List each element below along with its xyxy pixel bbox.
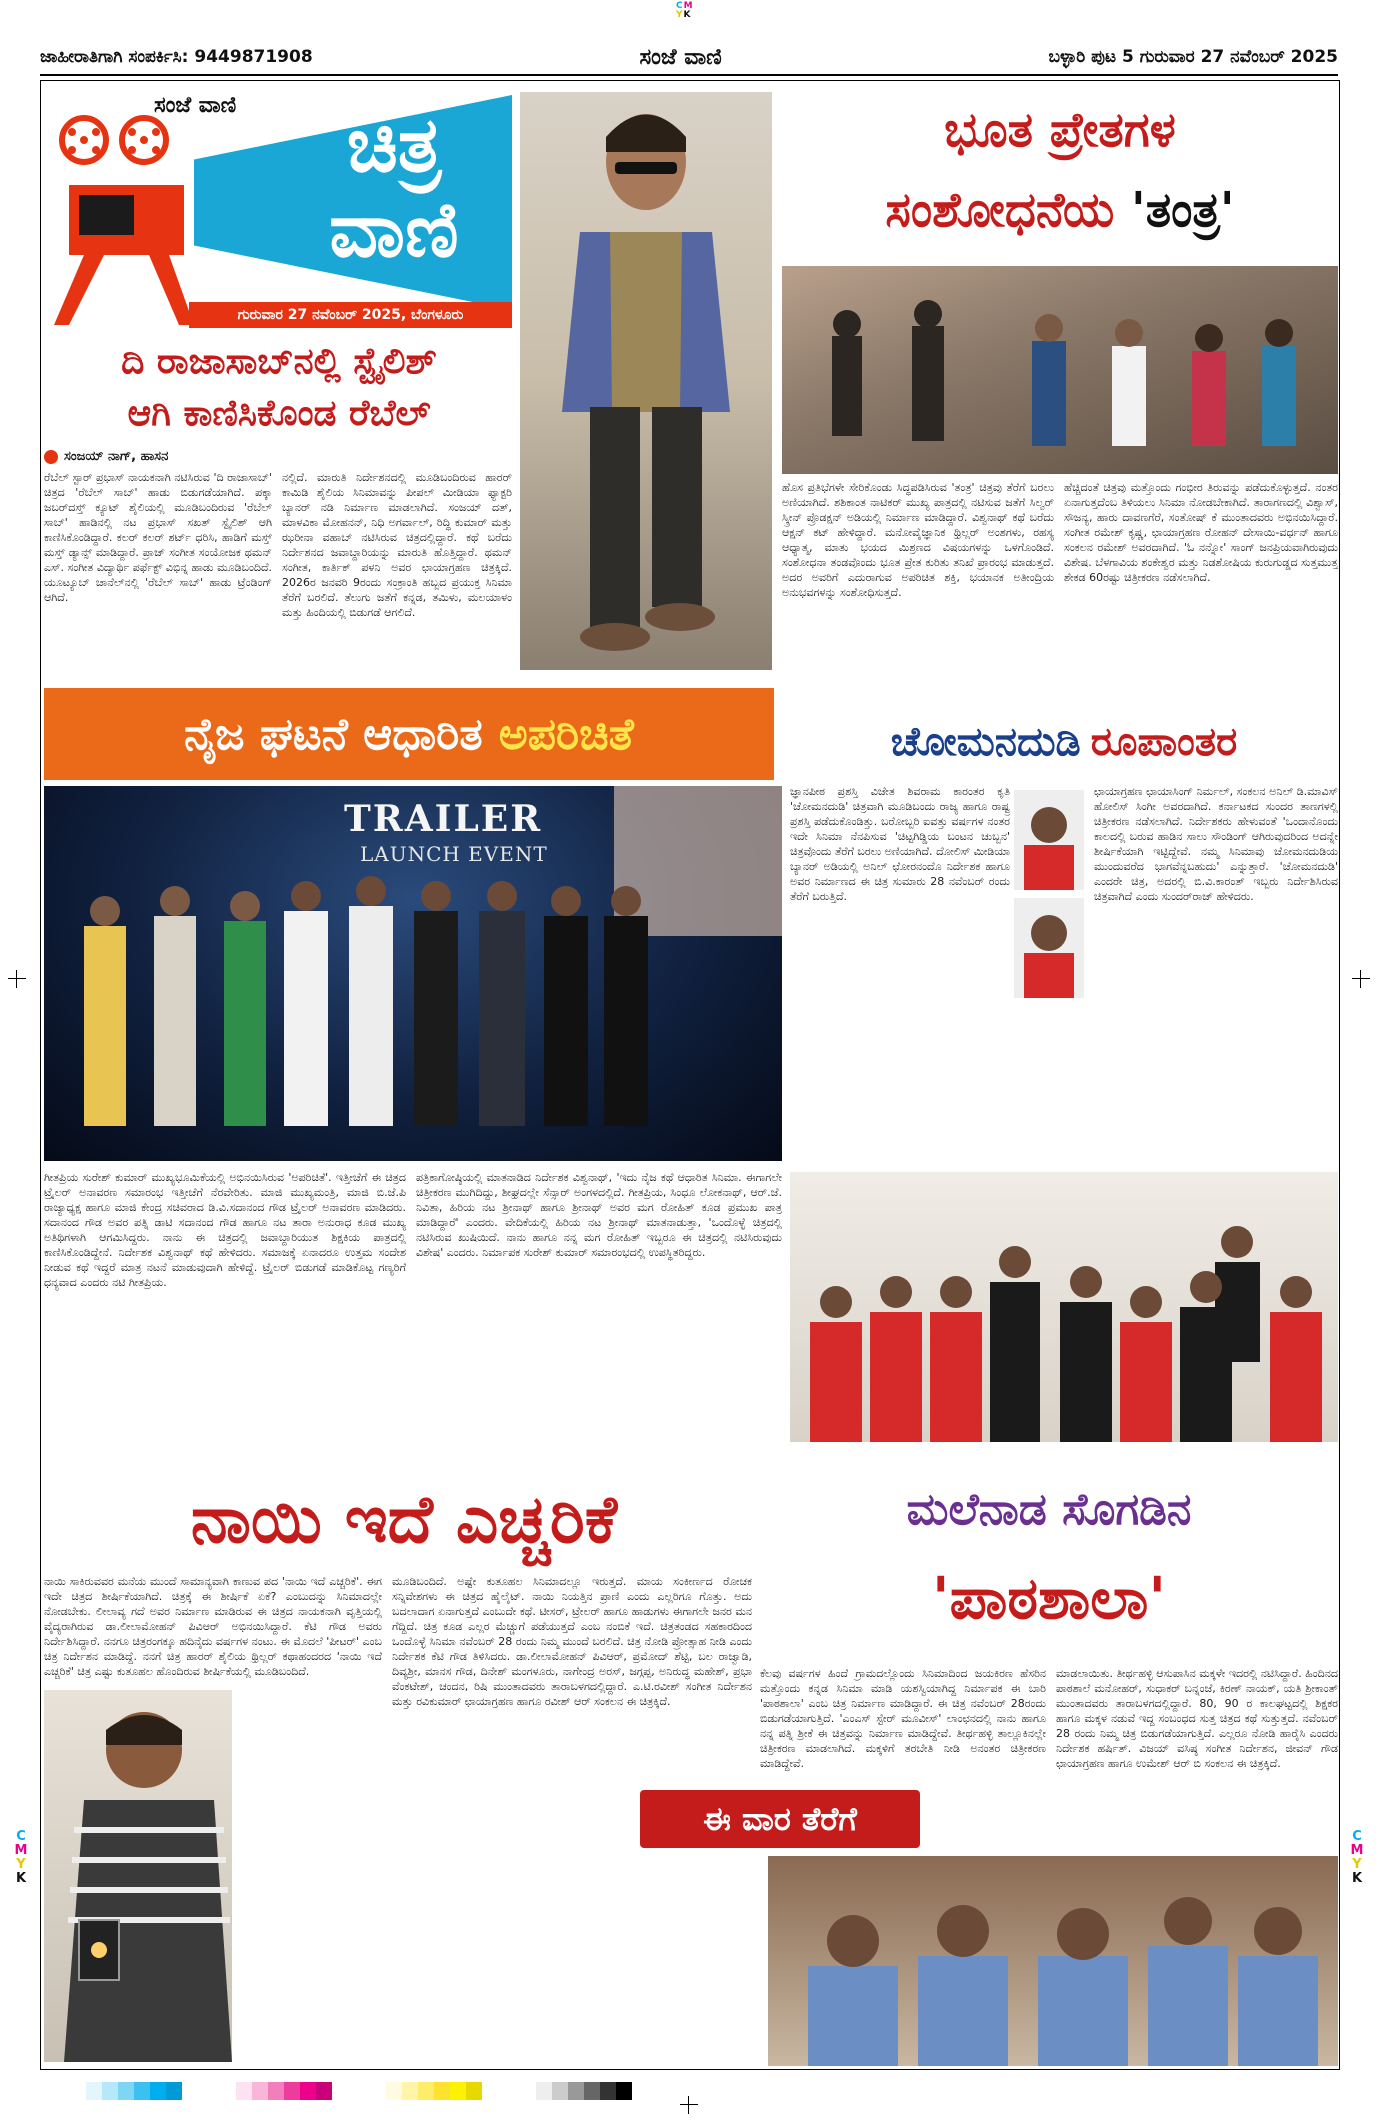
this-week-badge: ಈ ವಾರ ತೆರೆಗೆ (640, 1790, 920, 1848)
cmyk-right-c: C (1352, 1829, 1362, 1844)
color-bar-yellow (386, 2082, 482, 2100)
crop-mark-right (1352, 970, 1370, 988)
cmyk-marker-top: C M Y K (676, 1, 693, 20)
logo-brand: ಸಂಜೆ ವಾಣಿ (154, 92, 237, 118)
crop-mark-left (8, 970, 26, 988)
color-bar-cyan (86, 2082, 182, 2100)
chomana-headline-part2: ರೂಪಾಂತರ (1090, 719, 1238, 765)
cmyk-left-c: C (16, 1829, 26, 1844)
ad-contact: ಜಾಹೀರಾತಿಗಾಗಿ ಸಂಪರ್ಕಿಸಿ: 9449871908 (40, 47, 313, 67)
logo-title-line2: ವಾಣಿ (329, 185, 459, 274)
rajasaab-byline-text: ಸಂಜಯ್ ನಾಗ್, ಹಾಸನ (64, 449, 169, 464)
rajasaab-headline-line1: ದಿ ರಾಜಾಸಾಬ್‌ನಲ್ಲಿ ಸ್ಟೈಲಿಶ್ (121, 341, 437, 382)
page-header (40, 40, 1338, 76)
logo-title-line1: ಚಿತ್ರ (346, 100, 442, 189)
trailer-banner-line1: TRAILER (344, 798, 543, 840)
cmyk-right-y: Y (1352, 1857, 1362, 1872)
rajasaab-headline-line2: ಆಗಿ ಕಾಣಿಸಿಕೊಂಡ ರೆಬೆಲ್ (127, 393, 431, 434)
nayi-headline: ನಾಯಿ ಇದೆ ಎಚ್ಚರಿಕೆ (190, 1481, 618, 1558)
dateline: ಬಳ್ಳಾರಿ ಪುಟ 5 ಗುರುವಾರ 27 ನವೆಂಬರ್ 2025 (1048, 47, 1338, 67)
logo-dateline: ಗುರುವಾರ 27 ನವೆಂಬರ್ 2025, ಬೆಂಗಳೂರು (189, 302, 512, 328)
chomana-col1: ಜ್ಞಾನಪೀಠ ಪ್ರಶಸ್ತಿ ವಿಜೇತ ಶಿವರಾಮ ಕಾರಂತರ ಕೃತಿ 'ಚೋಮನದುಡಿ' ಚಿತ್ರವಾಗಿ ಮೂಡಿಬಂದು ರಾಜ್ಯ ಹಾಗೂ ರಾಷ್ಟ್ರ ಪ್ರಶಸ್ತಿ ಪಡೆದುಕೊಂಡಿತ್ತು. ಬರೋಬ್ಬರಿ ಐವತ್ತು ವರ್ಷಗಳ ನಂತರ ಇದೇ ಸಿನಿಮಾ ನೆನಪಿಸುವ 'ಚಿಟ್ಟಗಿಡ್ಡಿಯ ಬಂಟನ ಚುಬ್ಬನ' ಚಿತ್ರವೊಂದು ತೆರೆಗೆ ಬರಲು ಅಣಿಯಾಗಿದೆ. ದೋಲಿಸ್ ಮೀಡಿಯಾ ಬ್ಯಾನರ್ ಅಡಿಯಲ್ಲಿ ಅನಿಲ್ ಛೋರನಂದೊ ನಿರ್ದೇಶಕ ಹಾಗೂ ಅವರ ನಿರ್ಮಾಣದ ಈ ಚಿತ್ರ ಸುಮಾರು 28 ನವೆಂಬರ್ ರಂದು ತೆರೆಗೆ ಬರುತ್ತಿದೆ. (790, 785, 1010, 903)
paathashala-headline-line1: ಮಲೆನಾಡ ಸೊಗಡಿನ (906, 1484, 1192, 1535)
aparichite-col1: ಗೀತಪ್ರಿಯ ಸುರೇಶ್ ಕುಮಾರ್ ಮುಖ್ಯಭೂಮಿಕೆಯಲ್ಲಿ ಅಭಿನಯಿಸಿರುವ 'ಅಪರಿಚಿತೆ'. ಇತ್ತೀಚೆಗೆ ಈ ಚಿತ್ರದ ಟ್ರೈಲರ್ ಅನಾವರಣ ಸಮಾರಂಭ ಇತ್ತೀಚೆಗೆ ನೆರವೇರಿತು. ಮಾಜಿ ಮುಖ್ಯಮಂತ್ರಿ, ಮಾಜಿ ಬಿ.ಜೆ.ಪಿ ರಾಜ್ಯಾಧ್ಯಕ್ಷ ಹಾಗೂ ಮಾಜಿ ಕೇಂದ್ರ ಸಚಿವರಾದ ಡಿ.ವಿ.ಸದಾನಂದ ಗೌಡ ಟ್ರೈಲರ್ ಅನಾವರಣ ಮಾಡಿದರು. ಸದಾನಂದ ಗೌಡ ಅವರ ಪತ್ನಿ ಡಾಟಿ ಸದಾನಂದ ಗೌಡ ಹಾಗೂ ನಟ ತಾರಾ ಅನುರಾಧ ಕೂಡ ಮುಖ್ಯ ಅತಿಥಿಗಳಾಗಿ ಆಗಮಿಸಿದ್ದರು. ನಾನು ಈ ಚಿತ್ರದಲ್ಲಿ ಜವಾಬ್ದಾರಿಯುತ ಶಿಕ್ಷಕಿಯ ಪಾತ್ರದಲ್ಲಿ ಕಾಣಿಸಿಕೊಂಡಿದ್ದೇನೆ. ನಿರ್ದೇಶಕ ವಿಶ್ವನಾಥ್ ಕಥೆ ಹೇಳಿದರು. ಸಮಾಜಕ್ಕೆ ಏನಾದರೂ ಉತ್ತಮ ಸಂದೇಶ ನೀಡುವ ಕಥೆ ಇದ್ದರೆ ಮಾತ್ರ ನಟನೆ ಮಾಡುವುದಾಗಿ ಹೇಳಿದ್ದೆ. ಟ್ರೈಲರ್ ಬಿಡುಗಡೆ ಮಾಡಿಕೊಟ್ಟ ಗಣ್ಯರಿಗೆ ಧನ್ಯವಾದ ಎಂದರು ನಟಿ ಗೀತಪ್ರಿಯ. (44, 1171, 406, 1289)
paathashala-col2: ಮಾಡಲಾಯಿತು. ತೀರ್ಥಹಳ್ಳಿ ಆಸುಪಾಸಿನ ಮಕ್ಕಳೇ ಇದರಲ್ಲಿ ನಟಿಸಿದ್ದಾರೆ. ಹಿಂದಿನದ ಪಾಠಶಾಲೆ ಮನೋಹರ್, ಸುಧಾಕರ್ ಬನ್ನಂಜೆ, ಕಿರಣ್ ನಾಯಕ್, ಯತಿ ಶ್ರೀಕಾಂತ್ ಮುಂತಾದವರು ತಾರಾಬಳಗದಲ್ಲಿದ್ದಾರೆ. 80, 90 ರ ಕಾಲಘಟ್ಟದಲ್ಲಿ ಶಿಕ್ಷಕರ ಹಾಗೂ ಮಕ್ಕಳ ನಡುವೆ ಇದ್ದ ಸಂಬಂಧದ ಸುತ್ತ ಚಿತ್ರದ ಕಥೆ ಸುತ್ತುತ್ತದೆ. ನವೆಂಬರ್ 28 ರಂದು ನಿಮ್ಮ ಚಿತ್ರ ಬಿಡುಗಡೆಯಾಗುತ್ತಿದೆ. ಎಲ್ಲರೂ ನೋಡಿ ಹಾರೈಸಿ ಎಂದರು ನಿರ್ದೇಶಕ ಹರ್ಷಿತ್. ವಿಜಯ್ ವಸಿಷ್ಠ ಸಂಗೀತ ನಿರ್ದೇಶನ, ಜೀವನ್ ಗೌಡ ಛಾಯಾಗ್ರಹಣ ಹಾಗೂ ಉಮೇಶ್ ಆರ್ ಬಿ ಸಂಕಲನ ಈ ಚಿತ್ರಕ್ಕಿದೆ. (1056, 1667, 1338, 1770)
cmyk-marker-left (14, 1830, 28, 1886)
rajasaab-col2: ನಲ್ಲಿದೆ. ಮಾರುತಿ ನಿರ್ದೇಶನದಲ್ಲಿ ಮೂಡಿಬಂದಿರುವ ಹಾರರ್ ಕಾಮಿಡಿ ಶೈಲಿಯ ಸಿನಿಮಾವನ್ನು ಪೀಪಲ್ ಮೀಡಿಯಾ ಫ್ಯಾಕ್ಟರಿ ಬ್ಯಾನರ್ ನಡಿ ನಿರ್ಮಾಣ ಮಾಡಲಾಗಿದೆ. ಸಂಜಯ್ ದತ್, ಮಾಳವಿಕಾ ಮೋಹನನ್, ನಿಧಿ ಅಗರ್ವಾಲ್, ರಿದ್ಧಿ ಕುಮಾರ್ ಮತ್ತು ಝರೀನಾ ವಹಾಬ್ ನಟಿಸಿರುವ ಚಿತ್ರದಲ್ಲಿದ್ದಾರೆ. ಕಥೆ ಬರೆದು ನಿರ್ದೇಶನದ ಜವಾಬ್ದಾರಿಯನ್ನು ಮಾರುತಿ ಹೊತ್ತಿದ್ದಾರೆ. ಥಮನ್ ಸಂಗೀತ, ಕಾರ್ತಿಕ್ ಪಳನಿ ಅವರ ಛಾಯಾಗ್ರಹಣ ಚಿತ್ರಕ್ಕಿದೆ. 2026ರ ಜನವರಿ 9ರಂದು ಸಂಕ್ರಾಂತಿ ಹಬ್ಬದ ಪ್ರಯುಕ್ತ ಸಿನಿಮಾ ತೆರೆಗೆ ಬರಲಿದೆ. ತೆಲುಗು ಜತೆಗೆ ಕನ್ನಡ, ತಮಿಳು, ಮಲಯಾಳಂ ಮತ್ತು ಹಿಂದಿಯಲ್ಲಿ ಬಿಡುಗಡೆ ಆಗಲಿದೆ. (282, 471, 512, 619)
cmyk-right-k: K (1351, 1871, 1363, 1886)
aparichite-headline-part1: ನೈಜ ಘಟನೆ ಆಧಾರಿತ (184, 708, 483, 760)
page-border (40, 80, 1340, 2070)
color-bar-magenta (236, 2082, 332, 2100)
crop-mark-bottom (680, 2096, 698, 2114)
tantra-headline-line1: ಭೂತ ಪ್ರೇತಗಳ (944, 102, 1176, 158)
cmyk-marker-right (1350, 1830, 1364, 1886)
aparichite-col2: ಪತ್ರಿಕಾಗೋಷ್ಠಿಯಲ್ಲಿ ಮಾತನಾಡಿದ ನಿರ್ದೇಶಕ ವಿಶ್ವನಾಥ್, 'ಇದು ನೈಜ ಕಥೆ ಆಧಾರಿತ ಸಿನಿಮಾ. ಈಗಾಗಲೇ ಚಿತ್ರೀಕರಣ ಮುಗಿದಿದ್ದು, ಶೀಘ್ರದಲ್ಲೇ ಸೆನ್ಸಾರ್ ಅಂಗಳದಲ್ಲಿದೆ. ಗೀತಪ್ರಿಯ, ಸಿಂಧೂ ಲೋಕನಾಥ್, ಆರ್.ಜೆ. ನಿವಿತಾ, ಹಿರಿಯ ನಟ ಶ್ರೀನಾಥ್ ಹಾಗೂ ಶ್ರೀನಾಥ್ ಅವರ ಮಗ ರೋಹಿತ್ ಕೂಡ ಪ್ರಮುಖ ಪಾತ್ರ ಮಾಡಿದ್ದಾರೆ' ಎಂದರು. ವೇದಿಕೆಯಲ್ಲಿ ಹಿರಿಯ ನಟ ಶ್ರೀನಾಥ್ ಮಾತನಾಡುತ್ತಾ, 'ಒಂದೊಳ್ಳೆ ಚಿತ್ರದಲ್ಲಿ ನಟಿಸಿರುವ ಖುಷಿಯಿದೆ. ನಾನು ಹಾಗೂ ನನ್ನ ಮಗ ರೋಹಿತ್ ಇಬ್ಬರೂ ಈ ಚಿತ್ರದಲ್ಲಿ ನಟಿಸಿರುವುದು ವಿಶೇಷ' ಎಂದರು. ನಿರ್ಮಾಪಕ ಸುರೇಶ್ ಕುಮಾರ್ ಸಮಾರಂಭದಲ್ಲಿ ಉಪಸ್ಥಿತರಿದ್ದರು. (416, 1171, 782, 1259)
tantra-headline-part1: ಸಂಶೋಧನೆಯ (885, 182, 1115, 238)
cmyk-right-m: M (1350, 1843, 1364, 1858)
trailer-banner-line2: LAUNCH EVENT (360, 842, 548, 866)
tantra-headline-part2: 'ತಂತ್ರ' (1131, 182, 1235, 238)
rajasaab-col1: ರೆಬೆಲ್ ಸ್ಟಾರ್ ಪ್ರಭಾಸ್ ನಾಯಕನಾಗಿ ನಟಿಸಿರುವ 'ದಿ ರಾಜಾಸಾಬ್' ಚಿತ್ರದ 'ರೆಬೆಲ್ ಸಾಬ್' ಹಾಡು ಬಿಡುಗಡೆಯಾಗಿದೆ. ಪಕ್ಕಾ ಜಬರ್‌ದಸ್ತ್ ಕ್ಯೂಟ್ ಶೈಲಿಯಲ್ಲಿ ಮೂಡಿಬಂದಿರುವ 'ರೆಬೆಲ್ ಸಾಬ್' ಹಾಡಿನಲ್ಲಿ ನಟ ಪ್ರಭಾಸ್ ಸಖತ್ ಸ್ಟೈಲಿಶ್ ಆಗಿ ಕಾಣಿಸಿಕೊಂಡಿದ್ದಾರೆ. ಕಲರ್ ಕಲರ್ ಶರ್ಟ್ ಧರಿಸಿ, ಹಾಡಿಗೆ ಮಸ್ತ್ ಮಸ್ತ್ ಡ್ಯಾನ್ಸ್ ಮಾಡಿದ್ದಾರೆ. ಪ್ರಾಜ್ ಸಂಗೀತ ಸಂಯೋಜಕ ಥಮನ್ ಎಸ್. ಸಂಗೀತ ವಿದ್ಯಾರ್ಥಿ ಪರ್ಫೆಕ್ಟ್ ವಿಭಿನ್ನ ಹಾಡು ಮೂಡಿಬಂದಿದೆ. ಯೂಟ್ಯೂಬ್ ಚಾನೆಲ್‌ನಲ್ಲಿ 'ರೆಬೆಲ್ ಸಾಬ್' ಹಾಡು ಟ್ರೆಂಡಿಂಗ್ ಆಗಿದೆ. (44, 471, 272, 604)
paathashala-headline-line2: 'ಪಾಠಶಾಲಾ' (931, 1564, 1167, 1632)
tantra-col2: ಹೆಚ್ಚಿದಂತೆ ಚಿತ್ರವು ಮತ್ತೊಂದು ಗಂಭೀರ ತಿರುವನ್ನು ಪಡೆದುಕೊಳ್ಳುತ್ತದೆ. ನಂತರ ಏನಾಗುತ್ತದೆಂಬ ತಿಳಿಯಲು ಸಿನಿಮಾ ನೋಡಬೇಕಾಗಿದೆ. ತಾರಾಗಣದಲ್ಲಿ ವಿಶ್ವಾಸ್, ಸೌಜನ್ಯ, ಹಾರು ದಾವಣಗೆರೆ, ಸಂತೋಷ್ ಕೆ ಮುಂತಾದವರು ಅಭಿನಯಿಸಿದ್ದಾರೆ. ಸಂಗೀತ ರಮೇಶ್ ಕೃಷ್ಣ, ಛಾಯಾಗ್ರಹಣ ರೋಹನ್ ದೇಸಾಯಿ-ವರ್ಧನ್ ಹಾಗೂ ಸಂಕಲನ ರಮೇಶ್ ಅವರದಾಗಿದೆ. 'ಓ ನನ್ನೋ' ಸಾಂಗ್ ಜನಪ್ರಿಯವಾಗಿರುವುದು ವಿಶೇಷ. ಬೆಳಗಾವಿಯ ಶಂಕೇಶ್ವರ ಮತ್ತು ನಿಡಶೋಷಿಯ ಕುರುಗುಡ್ಡದ ಸುತ್ತಮುತ್ತ ಶೇಕಡ 60ರಷ್ಟು ಚಿತ್ರೀಕರಣ ನಡೆಸಲಾಗಿದೆ. (1064, 481, 1338, 584)
chomana-headline-part1: ಚೋಮನದುಡಿ (890, 719, 1081, 765)
nayi-col2: ಮೂಡಿಬಂದಿದೆ. ಅಷ್ಟೇ ಕುತೂಹಲ ಸಿನಿಮಾದಲ್ಲೂ ಇರುತ್ತದೆ. ಮಾಯ ಸಂಕೀರ್ಣದ ರೋಚಕ ಸನ್ನಿವೇಶಗಳು ಈ ಚಿತ್ರದ ಹೈಲೈಟ್. ನಾಯಿ ನಿಯತ್ತಿನ ಪ್ರಾಣಿ ಎಂದು ಎಲ್ಲರಿಗೂ ಗೊತ್ತು. ಅದು ಬದಲಾದಾಗ ಏನಾಗುತ್ತದೆ ಎಂಬುದೇ ಕಥೆ. ಟೀಸರ್, ಟ್ರೇಲರ್ ಹಾಗೂ ಹಾಡುಗಳು ಈಗಾಗಲೇ ಜನರ ಮನ ಗೆದ್ದಿದೆ. ಚಿತ್ರ ಕೂಡ ಎಲ್ಲರ ಮೆಚ್ಚುಗೆ ಪಡೆಯುತ್ತದೆ ಎಂಬ ನಂಬಿಕೆ ಇದೆ. ಚಿತ್ರತಂಡದ ಸಹಕಾರದಿಂದ ಒಂದೊಳ್ಳೆ ಸಿನಿಮಾ ನವೆಂಬರ್ 28 ರಂದು ನಿಮ್ಮ ಮುಂದೆ ಬರಲಿದೆ. ಚಿತ್ರ ನೋಡಿ ಪ್ರೋತ್ಸಾಹ ನೀಡಿ ಎಂದು ನಿರ್ದೇಶಕ ಕೆಟಿ ಗೌಡ ತಿಳಿಸಿದರು. ಡಾ.ಲೀಲಾಮೋಹನ್ ಪಿವಿಆರ್, ಪ್ರಮೋದ್ ಶೆಟ್ಟಿ, ಬಲ ರಾಜ್ವಾಡಿ, ದಿವ್ಯಶ್ರೀ, ಮಾನಸ ಗೌಡ, ದಿನೇಶ್ ಮಂಗಳೂರು, ನಾಗೇಂದ್ರ ಅರಸ್, ಜಗ್ಗಪ್ಪ, ಅನಿರುದ್ಧ ಮಹೇಶ್, ಪ್ರಭಾ ವೆಂಕಟೇಶ್, ಚಂದನ, ರಿಷಿ ಮುಂತಾದವರು ತಾರಾಬಳಗದಲ್ಲಿದ್ದಾರೆ. ಎ.ಟಿ.ರವೀಶ್ ಸಂಗೀತ ನಿರ್ದೇಶನ ಮತ್ತು ರವಿಕುಮಾರ್ ಛಾಯಾಗ್ರಹಣ ಹಾಗೂ ರವೀಶ್ ಆರ್ ಸಂಕಲನ ಈ ಚಿತ್ರಕ್ಕಿದೆ. (392, 1575, 752, 1708)
cmyk-left-m: M (14, 1843, 28, 1858)
aparichite-headline-part2: ಅಪರಿಚಿತೆ (498, 708, 634, 760)
paathashala-col1: ಕೆಲವು ವರ್ಷಗಳ ಹಿಂದೆ ಗ್ರಾಮದಲ್ಲೊಂದು ಸಿನಿಮಾದಿಂದ ಜಯಕಿರಣ ಹೆಸರಿನ ಮತ್ತೊಂದು ಕನ್ನಡ ಸಿನಿಮಾ ಮಾಡಿ ಯಶಸ್ವಿಯಾಗಿದ್ದ ನಿರ್ಮಾಪಕ ಈ ಬಾರಿ 'ಪಾಠಶಾಲಾ' ಎಂಬ ಚಿತ್ರ ನಿರ್ಮಾಣ ಮಾಡಿದ್ದಾರೆ. ಈ ಚಿತ್ರ ನವೆಂಬರ್ 28ರಂದು ಬಿಡುಗಡೆಯಾಗುತ್ತಿದೆ. 'ಎಂಎಸ್ ಸ್ಟೇರ್ ಮೂವೀಸ್' ಲಾಂಛನದಲ್ಲಿ ನಾನು ಹಾಗೂ ನನ್ನ ಪತ್ನಿ ಶ್ರೀಕೆ ಈ ಚಿತ್ರವನ್ನು ನಿರ್ಮಾಣ ಮಾಡಿದ್ದೇವೆ. ತೀರ್ಥಹಳ್ಳಿ ತಾಲ್ಲೂಕಿನಲ್ಲೇ ಚಿತ್ರೀಕರಣ ಮಾಡಲಾಗಿದೆ. ಮಕ್ಕಳಿಗೆ ತರಬೇತಿ ನೀಡಿ ಅನಂತರ ಚಿತ್ರೀಕರಣ ಮಾಡಿದ್ದೇವೆ. (760, 1667, 1046, 1770)
masthead: ಸಂಜೆ ವಾಣಿ (639, 44, 722, 70)
chomana-col2: ಛಾಯಾಗ್ರಹಣ ಛಾಯಾಸಿಂಗ್ ನಿರ್ಮಲ್, ಸಂಕಲನ ಅನಿಲ್ ಡಿ.ಮಾವಿಸ್ ಹೋಲಿಸ್ ಸಿಂಗೀ ಅವರದಾಗಿದೆ. ಕರ್ನಾಟಕದ ಸುಂದರ ತಾಣಗಳಲ್ಲಿ ಚಿತ್ರೀಕರಣ ನಡೆಸಲಾಗಿದೆ. ನಿರ್ದೇಶಕರು ಹೇಳುವಂತೆ 'ಒಂದಾನೊಂದು ಕಾಲದಲ್ಲಿ ಬರುವ ಹಾಡಿನ ಸಾಲು ಸೌಂಡಿಂಗ್ ಆಗಿರುವುದರಿಂದ ಅದನ್ನೇ ಶೀರ್ಷಿಕೆಯಾಗಿ ಇಟ್ಟಿದ್ದೇವೆ. ನಮ್ಮ ಸಿನಿಮಾವು ಚೋಮನದುಡಿಯ ಮುಂದುವರೆದ ಭಾಗವೆನ್ನಬಹುದು' ಎನ್ನುತ್ತಾರೆ. 'ಚೋಮನದುಡಿ' ಎಂದರೇ ಚಿತ್ರ, ಅದರಲ್ಲಿ ಬಿ.ವಿ.ಕಾರಂತ್ ಇಬ್ಬರು ನಿರ್ದೇಶಿಸಿರುವ ಚಿತ್ರವಾಗಿದೆ ಎಂದು ಸುಂದರ್‌ರಾಜ್ ಹೇಳಿದರು. (1094, 785, 1338, 903)
cmyk-left-k: K (15, 1871, 27, 1886)
color-bar-black (536, 2082, 632, 2100)
tantra-col1: ಹೊಸ ಪ್ರತಿಭೆಗಳೇ ಸೇರಿಕೊಂಡು ಸಿದ್ಧಪಡಿಸಿರುವ 'ತಂತ್ರ' ಚಿತ್ರವು ತೆರೆಗೆ ಬರಲು ಅಣಿಯಾಗಿದೆ. ಶಶಿಕಾಂತ ನಾಟಿಕರ್ ಮುಖ್ಯ ಪಾತ್ರದಲ್ಲಿ ನಟಿಸುವ ಜತೆಗೆ ಸಿಲ್ವರ್ ಸ್ಕ್ರೀನ್ ಪ್ರೊಡಕ್ಷನ್ ಅಡಿಯಲ್ಲಿ ನಿರ್ಮಾಣ ಮಾಡಿದ್ದಾರೆ. ವಿಶ್ವನಾಥ್ ಕಥೆ ಬರೆದು ಆಕ್ಷನ್ ಕಟ್ ಹೇಳಿದ್ದಾರೆ. ಮನೋವೈಜ್ಞಾನಿಕ ಥ್ರಿಲ್ಲರ್ ಅಂಶಗಳು, ರಹಸ್ಯ ಆಧ್ಯಾತ್ಮ, ಮಾತು ಭಯದ ಮಿಶ್ರಣದ ವಿಷಯಗಳನ್ನು ಒಳಗೊಂಡಿದೆ. ಸಂಶೋಧನಾ ತಂಡವೊಂದು ಭೂತ ಪ್ರೇತ ಕುರಿತು ತನಿಖೆ ಪ್ರಾರಂಭ ಮಾಡುತ್ತದೆ. ಅದರ ಅವರಿಗೆ ಎದುರಾಗುವ ಅಪರಿಚಿತ ಶಕ್ತಿ, ಭಯಾನಕ ಅತೀಂದ್ರಿಯ ಅನುಭವಗಳನ್ನು ಸಂಶೋಧಿಸುತ್ತದೆ. (782, 481, 1054, 599)
nayi-col1: ನಾಯಿ ಸಾಕಿರುವವರ ಮನೆಯ ಮುಂದೆ ಸಾಮಾನ್ಯವಾಗಿ ಕಾಣುವ ಪದ 'ನಾಯಿ ಇದೆ ಎಚ್ಚರಿಕೆ'. ಈಗ ಇದೇ ಚಿತ್ರದ ಶೀರ್ಷಿಕೆಯಾಗಿದೆ. ಚಿತ್ರಕ್ಕೆ ಈ ಶೀರ್ಷಿಕೆ ಏಕೆ? ಎಂಬುದನ್ನು ಸಿನಿಮಾದಲ್ಲೇ ನೋಡಬೇಕು. ಲೀಲಾವ್ಯ ಗದೆ ಅವರ ನಿರ್ಮಾಣ ಮಾಡಿರುವ ಈ ಚಿತ್ರದ ನಾಯಕನಾಗಿ ವೃತ್ತಿಯಲ್ಲಿ ವೈದ್ಯರಾಗಿರುವ ಡಾ.ಲೀಲಾಮೋಹನ್ ಪಿವಿಆರ್ ಅಭಿನಯಿಸಿದ್ದಾರೆ. ಕೆಟಿ ಗೌಡ ಅವರು ನಿರ್ದೇಶಿಸಿದ್ದಾರೆ. ನನಗೂ ಚಿತ್ರರಂಗಕ್ಕೂ ಹದಿನೈದು ವರ್ಷಗಳ ನಂಟು. ಈ ಮೊದಲೆ 'ಪೀಟರ್' ಎಂಬ ಚಿತ್ರ ನಿರ್ದೇಶನ ಮಾಡಿದ್ದೆ. ನನಗೆ ಚಿತ್ರ ಹಾರರ್ ಶೈಲಿಯ ಥ್ರಿಲ್ಲರ್ ಕಥಾಹಂದರದ 'ನಾಯಿ ಇದೆ ಎಚ್ಚರಿಕೆ' ಚಿತ್ರ ಎಷ್ಟು ಕುತೂಹಲ ಹೊಂದಿರುವ ಶೀರ್ಷಿಕೆಯಲ್ಲಿ ಮೂಡಿಬಂದಿದೆ. (44, 1575, 382, 1678)
cmyk-left-y: Y (16, 1857, 26, 1872)
